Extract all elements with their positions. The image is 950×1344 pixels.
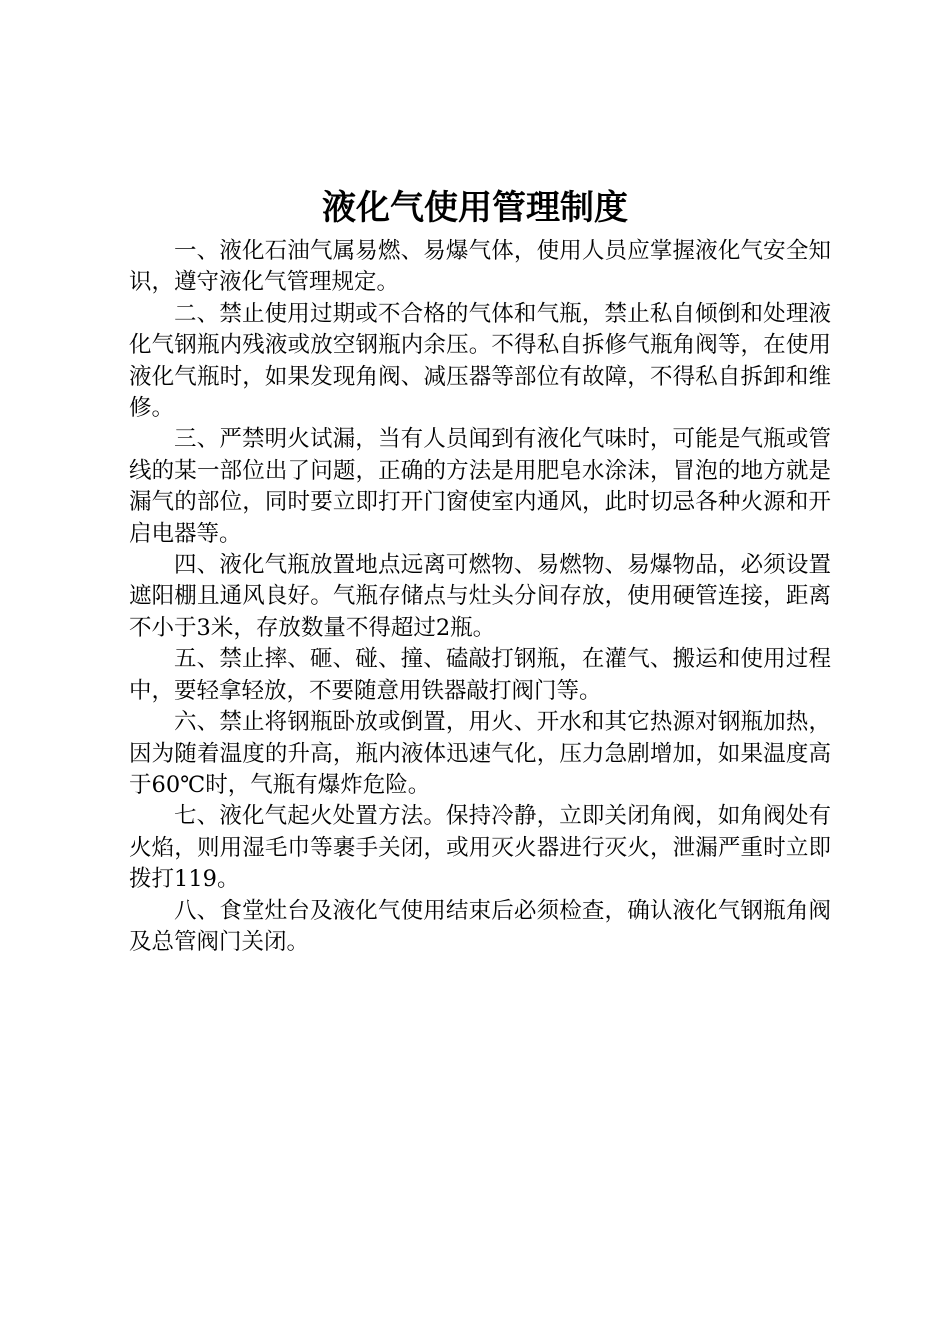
paragraph-4: 四、液化气瓶放置地点远离可燃物、易燃物、易爆物品，必须设置遮阳棚且通风良好。气瓶存储点与灶头分间存放，使用硬管连接，距离不小于3米，存放数量不得超过2瓶。 <box>129 552 831 641</box>
paragraph-8: 八、食堂灶台及液化气使用结束后必须检查，确认液化气钢瓶角阀及总管阀门关闭。 <box>129 897 831 955</box>
paragraph-7: 七、液化气起火处置方法。保持冷静，立即关闭角阀，如角阀处有火焰，则用湿毛巾等裹手关闭，或用灭火器进行灭火，泄漏严重时立即拨打119。 <box>129 803 831 893</box>
document-title: 液化气使用管理制度 <box>322 188 628 228</box>
paragraph-5: 五、禁止摔、砸、碰、撞、磕敲打钢瓶，在灌气、搬运和使用过程中，要轻拿轻放，不要随意用铁器敲打阀门等。 <box>129 646 831 704</box>
paragraph-6: 六、禁止将钢瓶卧放或倒置，用火、开水和其它热源对钢瓶加热，因为随着温度的升高，瓶内液体迅速气化，压力急剧增加，如果温度高于60℃时，气瓶有爆炸危险。 <box>129 709 831 798</box>
paragraph-1: 一、液化石油气属易燃、易爆气体，使用人员应掌握液化气安全知识，遵守液化气管理规定。 <box>129 238 831 296</box>
paragraph-3: 三、严禁明火试漏，当有人员闻到有液化气味时，可能是气瓶或管线的某一部位出了问题，正确的方法是用肥皂水涂沫，冒泡的地方就是漏气的部位，同时要立即打开门窗使室内通风，此时切忌各种火源和开启电器等。 <box>129 426 831 547</box>
document-body <box>129 236 831 958</box>
paragraph-2: 二、禁止使用过期或不合格的气体和气瓶，禁止私自倾倒和处理液化气钢瓶内残液或放空钢瓶内余压。不得私自拆修气瓶角阀等，在使用液化气瓶时，如果发现角阀、减压器等部位有故障，不得私自拆卸和维修。 <box>129 300 831 422</box>
